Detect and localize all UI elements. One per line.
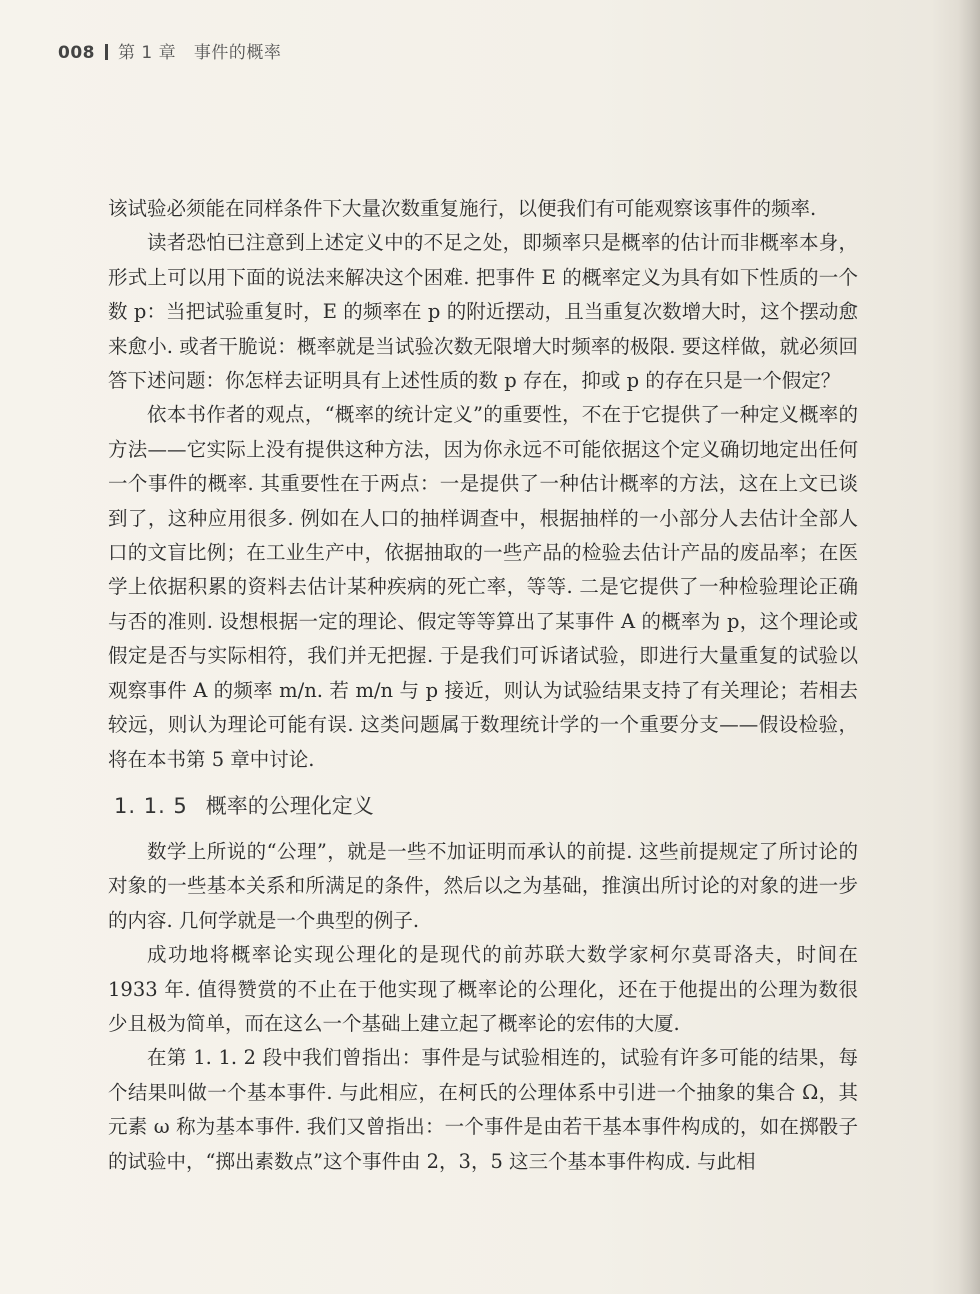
section-heading (114, 789, 858, 823)
section-title: 概率的公理化定义 (205, 793, 374, 818)
paragraph: 在第 1. 1. 2 段中我们曾指出：事件是与试验相连的，试验有许多可能的结果，每个结果叫做一个基本事件. 与此相应，在柯氏的公理体系中引进一个抽象的集合 Ω，其元素 ω 称为基本事件. 我们又曾指出：一个事件是由若干基本事件构成的，如在掷骰子的试验中，“掷出素数点”这个事件由 2，3，5 这三个基本事件构成. 与此相 (108, 1046, 858, 1173)
page-edge-shadow (958, 0, 980, 1294)
paragraph: 依本书作者的观点，“概率的统计定义”的重要性，不在于它提供了一种定义概率的方法——它实际上没有提供这种方法，因为你永远不可能依据这个定义确切地定出任何一个事件的概率. 其重要性在于两点：一是提供了一种估计概率的方法，这在上文已谈到了，这种应用很多. 例如在人口的抽样调查中，根据抽样的一小部分人去估计全部人口的文盲比例；在工业生产中，依据抽取的一些产品的检验去估计产品的废品率；在医学上依据积累的资料去估计某种疾病的死亡率，等等. 二是它提供了一种检验理论正确与否的准则. 设想根据一定的理论、假定等等算出了某事件 A 的概率为 p，这个理论或假定是否与实际相符，我们并无把握. 于是我们可诉诸试验，即进行大量重复的试验以观察事件 A 的频率 m/n. 若 m/n 与 p 接近，则认为试验结果支持了有关理论；若相去较远，则认为理论可能有误. 这类问题属于数理统计学的一个重要分支——假设检验，将在本书第 5 章中讨论. (108, 403, 858, 771)
paragraph: 读者恐怕已注意到上述定义中的不足之处，即频率只是概率的估计而非概率本身，形式上可以用下面的说法来解决这个困难. 把事件 E 的概率定义为具有如下性质的一个数 p：当把试验重复时，E 的频率在 p 的附近摆动，且当重复次数增大时，这个摆动愈来愈小. 或者干脆说：概率就是当试验次数无限增大时频率的极限. 要这样做，就必须回答下述问题：你怎样去证明具有上述性质的数 p 存在，抑或 p 的存在只是一个假定？ (108, 231, 858, 393)
section-number: 1. 1. 5 (114, 793, 188, 818)
chapter-title: 事件的概率 (193, 43, 282, 63)
paragraph: 数学上所说的“公理”，就是一些不加证明而承认的前提. 这些前提规定了所讨论的对象的一些基本关系和所满足的条件，然后以之为基础，推演出所讨论的对象的进一步的内容. 几何学就是一个典型的例子. (108, 839, 858, 932)
paragraph: 成功地将概率论实现公理化的是现代的前苏联大数学家柯尔莫哥洛夫，时间在 1933 年. 值得赞赏的不止在于他实现了概率论的公理化，还在于他提出的公理为数很少且极为简单，而在这么一个基础上建立起了概率论的宏伟的大厦. (108, 943, 858, 1035)
page-number: 008 (58, 43, 95, 63)
running-header (58, 38, 281, 63)
paragraph: 该试验必须能在同样条件下大量次数重复施行，以便我们有可能观察该事件的频率. (108, 197, 817, 220)
header-divider (105, 44, 108, 60)
chapter-label: 第 1 章 (118, 43, 177, 63)
body-text (108, 192, 858, 1179)
